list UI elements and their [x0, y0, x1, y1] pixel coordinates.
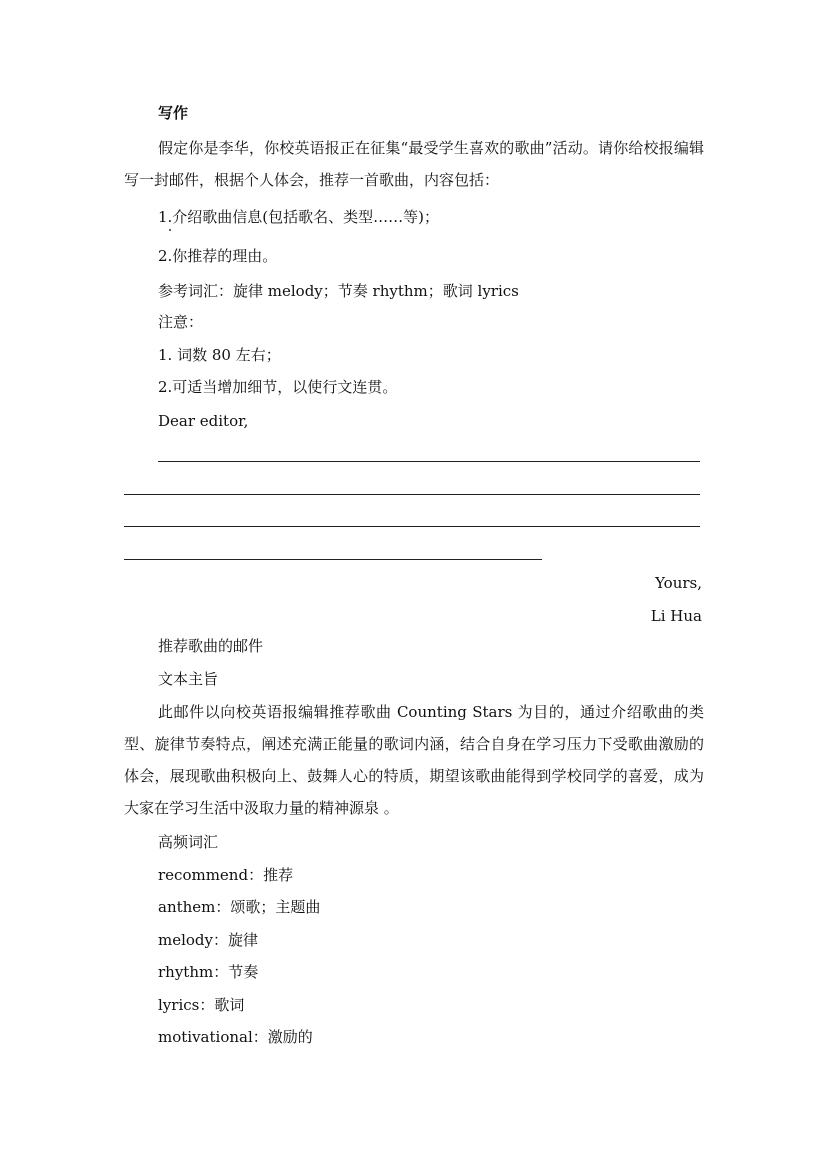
letter-closing: Yours, — [655, 574, 702, 592]
vocab-label: 高频词汇 — [158, 833, 219, 851]
note-2: 2.可适当增加细节，以使行文连贯。 — [158, 378, 398, 396]
answer-line-4 — [124, 559, 542, 560]
answer-line-1 — [158, 461, 700, 462]
content-point-1: 1.介绍歌曲信息(包括歌名、类型……等)； — [158, 208, 440, 226]
task-prompt: 假定你是李华，你校英语报正在征集“最受学生喜欢的歌曲”活动。请你给校报编辑写一封邮件，根据个人体会，推荐一首歌曲，内容包括： — [124, 139, 704, 189]
section-title: 写作 — [158, 104, 189, 122]
letter-signature: Li Hua — [650, 607, 702, 625]
vocab-item: melody：旋律 — [158, 931, 259, 949]
answer-line-2 — [124, 494, 700, 495]
vocab-item: motivational：激励的 — [158, 1028, 313, 1046]
theme-label: 文本主旨 — [158, 670, 219, 688]
note-1: 1. 词数 80 左右； — [158, 346, 281, 364]
vocab-item: anthem：颂歌；主题曲 — [158, 898, 321, 916]
stray-dot — [169, 229, 171, 231]
letter-salutation: Dear editor, — [158, 412, 249, 430]
reference-vocabulary: 参考词汇：旋律 melody；节奏 rhythm；歌词 lyrics — [158, 282, 519, 300]
vocab-item: lyrics：歌词 — [158, 996, 245, 1014]
theme-text: 此邮件以向校英语报编辑推荐歌曲 Counting Stars 为目的，通过介绍歌曲的类型、旋律节奏特点，阐述充满正能量的歌词内涵，结合自身在学习压力下受歌曲激励的体会，展现歌曲积极向上、鼓舞人心的特质，期望该歌曲能得到学校同学的喜爱，成为大家在学习生活中汲取力量的精神源泉 。 — [124, 703, 704, 817]
vocab-item: recommend：推荐 — [158, 866, 294, 884]
vocab-item: rhythm：节奏 — [158, 963, 259, 981]
notes-label: 注意： — [158, 313, 204, 331]
content-point-2: 2.你推荐的理由。 — [158, 247, 278, 265]
analysis-title: 推荐歌曲的邮件 — [158, 637, 264, 655]
answer-line-3 — [124, 526, 700, 527]
